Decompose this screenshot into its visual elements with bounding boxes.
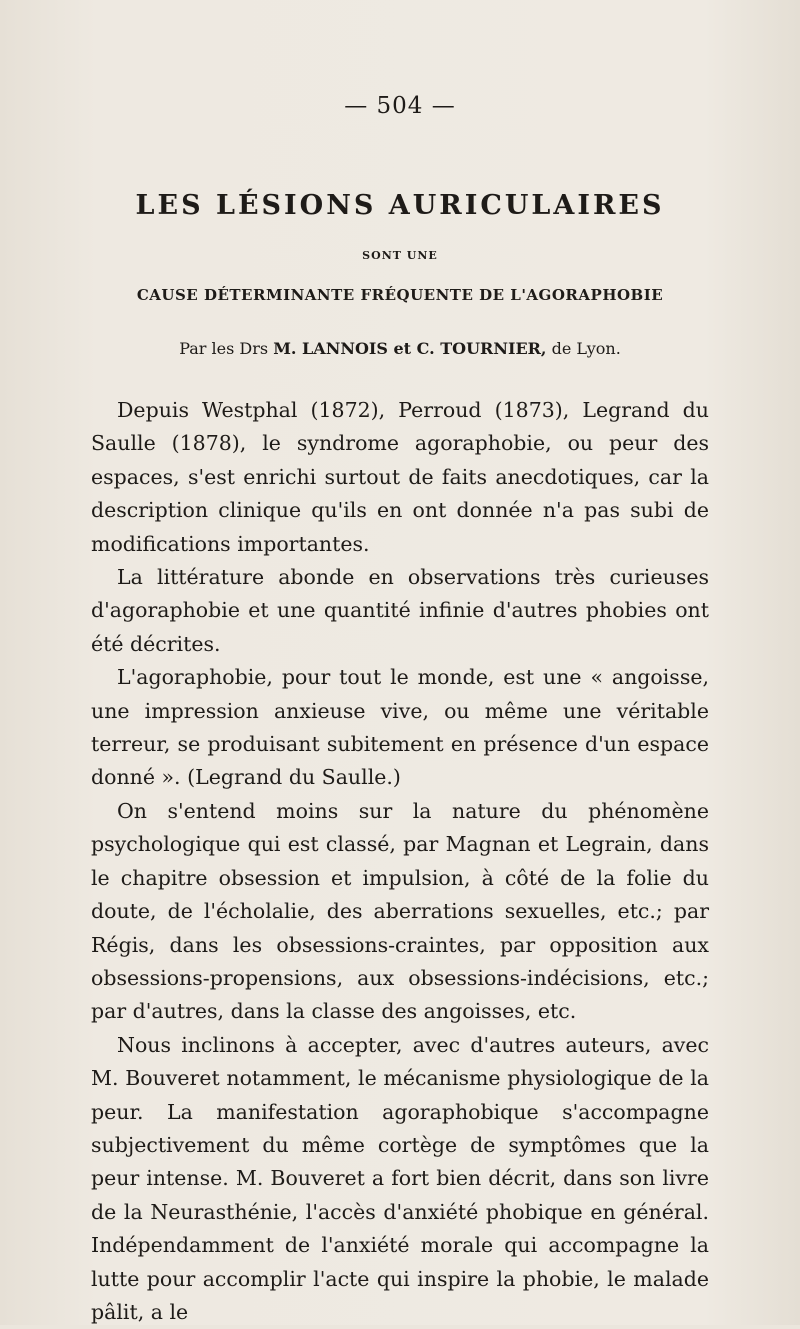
page-number: — 504 — bbox=[344, 93, 456, 119]
authors-names: M. LANNOIS et C. TOURNIER, bbox=[273, 339, 547, 358]
article-body bbox=[91, 394, 709, 1329]
paragraph-2: La littérature abonde en observations très curieuses d'agoraphobie et une quantité infinie d'autres phobies ont été décrites. bbox=[91, 565, 709, 656]
article-title: LES LÉSIONS AURICULAIRES bbox=[135, 190, 665, 221]
paragraph-1: Depuis Westphal (1872), Perroud (1873), Legrand du Saulle (1878), le syndrome agoraphobie, ou peur des espaces, s'est enrichi surtout de faits anecdotiques, car la description clinique qu'ils en ont donnée n'a pas subi de modifications importantes. bbox=[91, 398, 709, 556]
article-authors bbox=[0, 339, 800, 358]
article-subtitle-connector: SONT UNE bbox=[362, 249, 438, 262]
authors-prefix: Par les Drs bbox=[179, 339, 269, 358]
authors-suffix: de Lyon. bbox=[551, 339, 621, 358]
article-subtitle: CAUSE DÉTERMINANTE FRÉQUENTE DE L'AGORAPHOBIE bbox=[136, 286, 664, 304]
paragraph-3: L'agoraphobie, pour tout le monde, est une « angoisse, une impression anxieuse vive, ou même une véritable terreur, se produisant subitement en présence d'un espace donné ». (Legrand du Saulle.) bbox=[91, 665, 709, 790]
paragraph-4: On s'entend moins sur la nature du phénomène psychologique qui est classé, par Magnan et Legrain, dans le chapitre obsession et impulsion, à côté de la folie du doute, de l'écholalie, des aberrations sexuelles, etc.; par Régis, dans les obsessions-craintes, par opposition aux obsessions-propensions, aux obsessions-indécisions, etc.; par d'autres, dans la classe des angoisses, etc. bbox=[91, 798, 709, 1024]
paragraph-5: Nous inclinons à accepter, avec d'autres auteurs, avec M. Bouveret notamment, le mécanisme physiologique de la peur. La manifestation agoraphobique s'accompagne subjectivement du même cortège de symptômes que la peur intense. M. Bouveret a fort bien décrit, dans son livre de la Neurasthénie, l'accès d'anxiété phobique en général. Indépendamment de l'anxiété morale qui accompagne la lutte pour accomplir l'acte qui inspire la phobie, le malade pâlit, a le bbox=[91, 1032, 709, 1324]
